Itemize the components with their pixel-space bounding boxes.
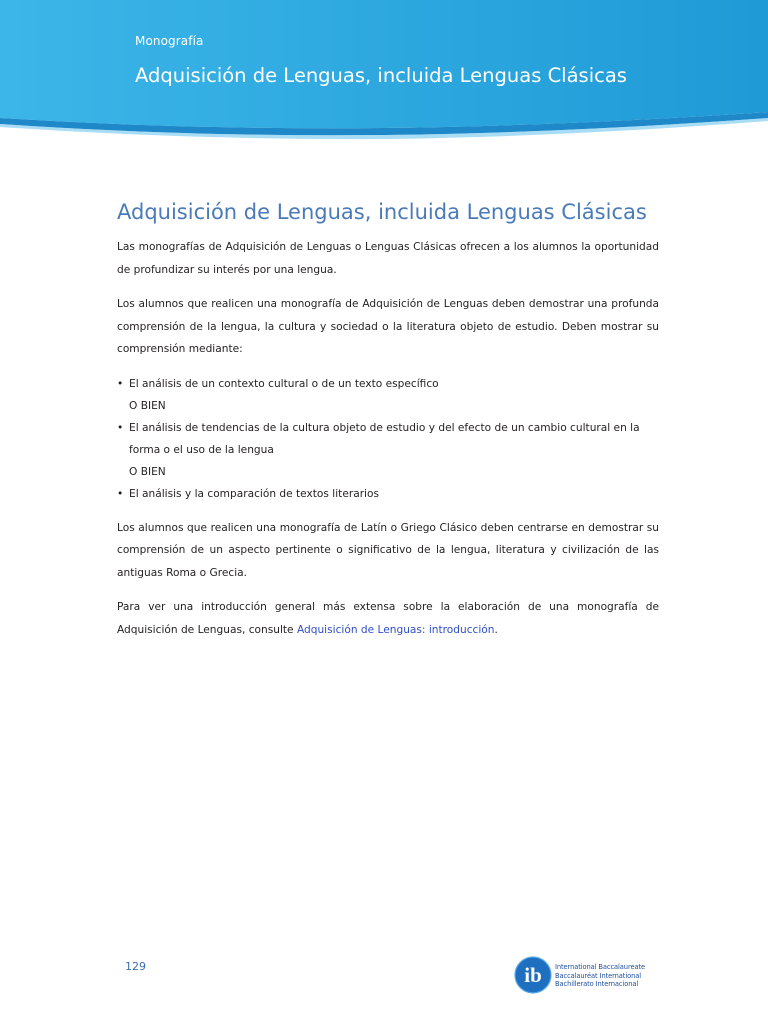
bullet-icon: • [117, 487, 124, 500]
closing-text: Para ver una introducción general más extensa sobre la elaboración de una monografía de Adquisición de Lenguas, consulte [117, 601, 659, 636]
bullet-text: El análisis de un contexto cultural o de un texto específico [129, 377, 439, 390]
bullet-text: El análisis y la comparación de textos literarios [129, 487, 379, 500]
classical-paragraph: Los alumnos que realicen una monografía de Latín o Griego Clásico deben centrarse en demostrar su comprensión de un aspecto pertinente o significativo de la lengua, literatura y civilización de las antiguas Roma o Grecia. [117, 521, 659, 579]
ib-logo-line: Baccalauréat International [555, 971, 641, 980]
closing-period: . [494, 623, 498, 636]
main-content [117, 200, 659, 653]
introduction-link[interactable]: Adquisición de Lenguas: introducción [296, 623, 495, 636]
bullet-icon: • [117, 377, 124, 390]
ib-logo-icon [514, 956, 552, 994]
ib-logo-mark: ib [524, 963, 542, 987]
header-title: Adquisición de Lenguas, incluida Lenguas Clásicas [135, 64, 627, 87]
ib-logo [514, 956, 649, 996]
page-number: 129 [125, 960, 146, 973]
bullet-item [117, 373, 659, 395]
or-separator: O BIEN [129, 399, 166, 412]
lead-paragraph: Los alumnos que realicen una monografía de Adquisición de Lenguas deben demostrar una profunda comprensión de la lengua, la cultura y sociedad o la literatura objeto de estudio. Deben mostrar su comprensión mediante: [117, 298, 659, 355]
bullet-item [117, 417, 659, 461]
ib-logo-text [555, 963, 645, 989]
or-separator: O BIEN [129, 465, 166, 478]
bullet-item [117, 483, 659, 505]
ib-logo-line: International Baccalaureate [555, 963, 645, 971]
intro-paragraph: Las monografías de Adquisición de Lenguas o Lenguas Clásicas ofrecen a los alumnos la oportunidad de profundizar su interés por una lengua. [117, 241, 659, 276]
bullet-text: El análisis de tendencias de la cultura objeto de estudio y del efecto de un cambio cultural en la forma o el uso de la lengua [129, 421, 640, 456]
closing-paragraph [117, 596, 659, 641]
header-eyebrow: Monografía [135, 34, 204, 48]
bullet-list [117, 373, 659, 505]
bullet-icon: • [117, 421, 124, 434]
section-heading: Adquisición de Lenguas, incluida Lenguas Clásicas [117, 200, 647, 224]
ib-logo-line: Bachillerato Internacional [555, 980, 639, 989]
